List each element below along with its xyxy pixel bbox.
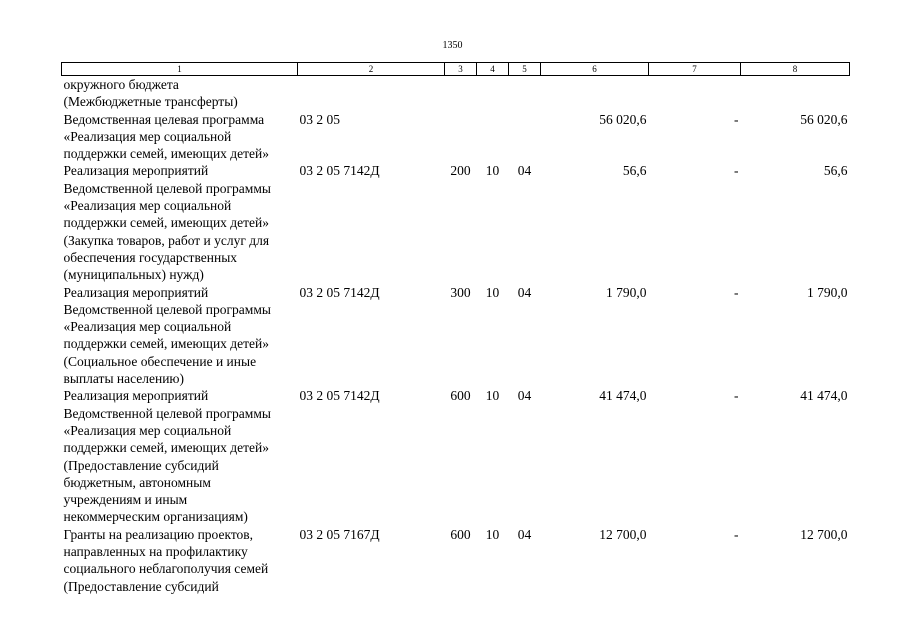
row-name — [62, 284, 298, 388]
row-target-code: 03 2 05 7167Д — [299, 526, 380, 542]
row-section: 10 — [485, 526, 500, 542]
row-name-line: поддержки семей, имеющих детей» — [63, 440, 270, 456]
table-row — [62, 284, 850, 388]
row-name-line: некоммерческим организациям) — [63, 509, 248, 525]
row-subsection: 04 — [517, 163, 532, 179]
row-amount-total: 41 474,0 — [599, 388, 647, 404]
row-name-line: (Социальное обеспечение и иные — [63, 353, 257, 369]
row-expense-type — [445, 111, 477, 163]
row-section — [477, 76, 509, 111]
row-name-line: Реализация мероприятий — [63, 388, 209, 404]
row-name-line: «Реализация мер социальной — [63, 422, 232, 438]
row-amount-other — [741, 76, 850, 111]
row-name — [62, 111, 298, 163]
row-subsection: 04 — [517, 388, 532, 404]
row-amount-other: 56,6 — [823, 163, 848, 179]
row-expense-type: 600 — [450, 526, 471, 542]
row-subsection — [509, 111, 541, 163]
row-name-line: поддержки семей, имеющих детей» — [63, 336, 270, 352]
row-amount-other: 12 700,0 — [800, 526, 848, 542]
row-name-line: Ведомственной целевой программы — [63, 180, 271, 196]
column-header-8: 8 — [741, 63, 850, 76]
row-target-code: 03 2 05 7142Д — [299, 163, 380, 179]
row-name — [62, 387, 298, 525]
column-header-6: 6 — [541, 63, 649, 76]
row-amount-other: 1 790,0 — [807, 284, 848, 300]
row-name — [62, 526, 298, 595]
row-expense-type — [445, 76, 477, 111]
row-name-line: (Предоставление субсидий — [63, 578, 219, 594]
row-name-line: поддержки семей, имеющих детей» — [63, 146, 270, 162]
row-name-line: (муниципальных) нужд) — [63, 267, 204, 283]
row-section — [477, 111, 509, 163]
table-body — [62, 76, 850, 595]
row-name-line: социального неблагополучия семей — [63, 561, 269, 577]
column-header-5: 5 — [509, 63, 541, 76]
row-amount-total: 12 700,0 — [599, 526, 647, 542]
row-expense-type: 300 — [450, 284, 471, 300]
row-target-code — [298, 76, 445, 111]
row-amount-total: 1 790,0 — [606, 284, 647, 300]
row-name-line: (Предоставление субсидий — [63, 457, 219, 473]
row-amount-federal: - — [734, 388, 739, 404]
row-section: 10 — [485, 284, 500, 300]
row-name-line: Реализация мероприятий — [63, 284, 209, 300]
column-header-3: 3 — [445, 63, 477, 76]
row-name-line: выплаты населению) — [63, 371, 185, 387]
row-name-line: «Реализация мер социальной — [63, 319, 232, 335]
row-name-line: бюджетным, автономным — [63, 474, 211, 490]
row-amount-other: 41 474,0 — [800, 388, 848, 404]
row-section: 10 — [485, 388, 500, 404]
table-row — [62, 111, 850, 163]
row-name-line: Реализация мероприятий — [63, 163, 209, 179]
row-name-line: поддержки семей, имеющих детей» — [63, 215, 270, 231]
row-name-line: (Межбюджетные трансферты) — [63, 94, 238, 110]
row-expense-type: 600 — [450, 388, 471, 404]
row-expense-type: 200 — [450, 163, 471, 179]
row-name-line: обеспечения государственных — [63, 249, 238, 265]
row-name-line: направленных на профилактику — [63, 544, 248, 560]
row-section: 10 — [485, 163, 500, 179]
page-number: 1350 — [442, 40, 463, 51]
row-name — [62, 76, 298, 111]
table-row — [62, 76, 850, 111]
column-header-2: 2 — [298, 63, 445, 76]
row-subsection: 04 — [517, 284, 532, 300]
row-name-line: «Реализация мер социальной — [63, 128, 232, 144]
row-amount-federal: - — [734, 111, 739, 127]
column-number-row — [62, 63, 850, 76]
column-header-7: 7 — [649, 63, 741, 76]
row-name-line: Ведомственной целевой программы — [63, 301, 271, 317]
row-name-line: учреждениям и иным — [63, 492, 188, 508]
row-subsection: 04 — [517, 526, 532, 542]
table-row — [62, 526, 850, 595]
row-target-code: 03 2 05 — [299, 111, 340, 127]
row-name-line: Гранты на реализацию проектов, — [63, 526, 254, 542]
row-target-code: 03 2 05 7142Д — [299, 284, 380, 300]
column-header-4: 4 — [477, 63, 509, 76]
row-name-line: (Закупка товаров, работ и услуг для — [63, 232, 270, 248]
row-target-code: 03 2 05 7142Д — [299, 388, 380, 404]
row-amount-total: 56 020,6 — [599, 111, 647, 127]
row-amount-total: 56,6 — [622, 163, 647, 179]
row-subsection — [509, 76, 541, 111]
row-name — [62, 162, 298, 283]
row-amount-total — [541, 76, 649, 111]
row-amount-federal: - — [734, 163, 739, 179]
row-name-line: «Реализация мер социальной — [63, 198, 232, 214]
row-amount-federal — [649, 76, 741, 111]
row-amount-other: 56 020,6 — [800, 111, 848, 127]
table-row — [62, 162, 850, 283]
budget-table — [61, 62, 850, 595]
table-row — [62, 387, 850, 525]
row-amount-federal: - — [734, 284, 739, 300]
row-name-line: Ведомственная целевая программа — [63, 111, 265, 127]
row-amount-federal: - — [734, 526, 739, 542]
row-name-line: Ведомственной целевой программы — [63, 405, 271, 421]
row-name-line: окружного бюджета — [63, 77, 179, 92]
column-header-1: 1 — [62, 63, 298, 76]
